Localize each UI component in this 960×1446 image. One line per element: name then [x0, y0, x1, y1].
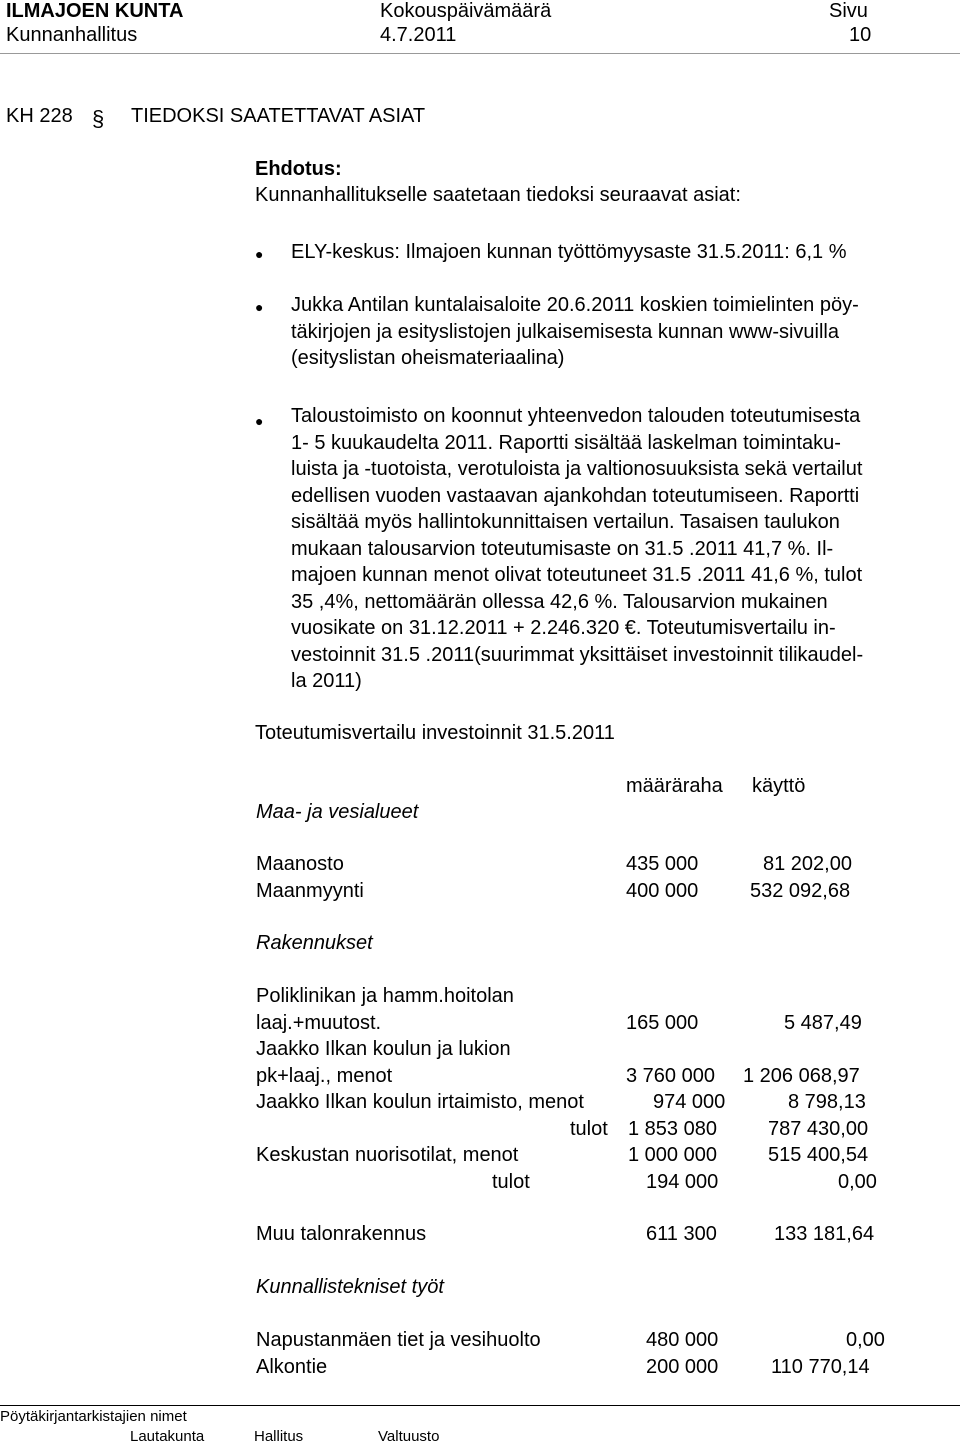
bullet-item-finance-line11: la 2011) — [291, 670, 362, 692]
column-header-usage: käyttö — [752, 775, 806, 797]
meeting-date: 4.7.2011 — [380, 24, 457, 46]
group-heading-buildings: Rakennukset — [256, 932, 373, 954]
bullet-item-finance-line8: 35 ,4%, nettomäärän ollessa 42,6 %. Talousarvion mukainen — [291, 590, 828, 613]
row-budget-maanosto: 435 000 — [626, 853, 699, 875]
column-header-budget: määräraha — [626, 775, 723, 797]
header-divider — [0, 53, 960, 54]
page-label: Sivu — [829, 0, 868, 22]
row-budget-napustanmaki: 480 000 — [646, 1329, 719, 1351]
row-usage-maanosto: 81 202,00 — [763, 853, 852, 875]
row-usage-poliklinikka: 5 487,49 — [784, 1011, 862, 1034]
bullet-item-finance-line3: luista ja -tuotoista, verotuloista ja valtionosuuksista sekä vertailut — [291, 458, 863, 480]
bullet-item-finance-line6: mukaan talousarvion toteutumisaste on 31.5 .2011 41,7 %. Il- — [291, 537, 834, 560]
row-label-nuorisotilat-menot: Keskustan nuorisotilat, menot — [256, 1144, 519, 1166]
bullet-item-finance-line9: vuosikate on 31.12.2011 + 2.246.320 €. Toteutumisvertailu in- — [291, 617, 836, 639]
bullet-item-finance-line1: Taloustoimisto on koonnut yhteenvedon talouden toteutumisesta — [291, 405, 861, 427]
row-label-napustanmaki: Napustanmäen tiet ja vesihuolto — [256, 1329, 541, 1351]
row-label-irtaimisto-tulot: tulot — [570, 1117, 608, 1140]
page-number: 10 — [849, 24, 872, 46]
row-usage-nuorisotilat-menot: 515 400,54 — [768, 1144, 869, 1166]
row-label-irtaimisto-menot: Jaakko Ilkan koulun irtaimisto, menot — [256, 1091, 584, 1113]
footer-divider — [0, 1405, 960, 1406]
row-label-maanosto: Maanosto — [256, 853, 344, 875]
row-usage-muu-talonrakennus: 133 181,64 — [774, 1223, 875, 1245]
bullet-icon: ● — [255, 299, 264, 315]
bullet-item-finance-line5: sisältää myös hallintokunnittaisen vertailun. Tasaisen taulukon — [291, 511, 840, 533]
row-usage-irtaimisto-menot: 8 798,13 — [788, 1091, 866, 1113]
row-budget-jaakko-ilkka: 3 760 000 — [626, 1064, 715, 1087]
row-label-jaakko-ilkka: pk+laaj., menot — [256, 1064, 393, 1087]
row-label-poliklinikka: laaj.+muutost. — [256, 1011, 382, 1034]
bullet-item-finance-line4: edellisen vuoden vastaavan ajankohdan toteutumiseen. Raportti — [291, 484, 860, 507]
bullet-icon: ● — [255, 413, 264, 429]
row-label-poliklinikka-line1: Poliklinikan ja hamm.hoitolan — [256, 985, 514, 1007]
bullet-icon: ● — [255, 246, 264, 262]
row-usage-alkontie: 110 770,14 — [771, 1355, 870, 1378]
bullet-item-finance-line7: majoen kunnan menot olivat toteutuneet 31.5 .2011 41,6 %, tulot — [291, 564, 863, 586]
proposal-intro: Kunnanhallitukselle saatetaan tiedoksi seuraavat asiat: — [255, 184, 741, 206]
row-budget-poliklinikka: 165 000 — [626, 1011, 699, 1034]
row-budget-irtaimisto-menot: 974 000 — [653, 1091, 726, 1113]
footer-col-council: Valtuusto — [378, 1428, 440, 1445]
row-label-alkontie: Alkontie — [256, 1355, 328, 1378]
footer-col-board: Lautakunta — [130, 1428, 205, 1445]
investment-table-title: Toteutumisvertailu investoinnit 31.5.2011 — [255, 722, 615, 744]
section-symbol: § — [92, 106, 105, 131]
footer-col-government: Hallitus — [254, 1428, 304, 1445]
row-usage-irtaimisto-tulot: 787 430,00 — [768, 1117, 869, 1140]
body-name: Kunnanhallitus — [6, 24, 138, 46]
group-heading-land: Maa- ja vesialueet — [256, 801, 419, 823]
footer-title: Pöytäkirjantarkistajien nimet — [0, 1408, 187, 1425]
bullet-item-finance-line2: 1- 5 kuukaudelta 2011. Raportti sisältää laskelman toimintaku- — [291, 431, 841, 454]
group-heading-municipal-engineering: Kunnallistekniset työt — [256, 1276, 444, 1298]
row-budget-irtaimisto-tulot: 1 853 080 — [628, 1117, 717, 1140]
bullet-item-finance-line10: vestoinnit 31.5 .2011(suurimmat yksittäiset investoinnit tilikaudel- — [291, 643, 864, 666]
row-label-muu-talonrakennus: Muu talonrakennus — [256, 1223, 427, 1245]
organization-name: ILMAJOEN KUNTA — [6, 0, 184, 22]
section-title: TIEDOKSI SAATETTAVAT ASIAT — [131, 105, 426, 127]
bullet-item-initiative-line1: Jukka Antilan kuntalaisaloite 20.6.2011 koskien toimielinten pöy- — [291, 294, 859, 316]
row-budget-muu-talonrakennus: 611 300 — [646, 1223, 717, 1245]
bullet-item-initiative-line2: täkirjojen ja esityslistojen julkaisemisesta kunnan www-sivuilla — [291, 320, 839, 343]
row-usage-jaakko-ilkka: 1 206 068,97 — [743, 1064, 860, 1087]
section-number: KH 228 — [6, 105, 73, 127]
meeting-date-label: Kokouspäivämäärä — [380, 0, 552, 22]
row-usage-napustanmaki: 0,00 — [846, 1329, 885, 1351]
row-usage-maanmyynti: 532 092,68 — [750, 879, 851, 902]
row-label-maanmyynti: Maanmyynti — [256, 879, 364, 902]
row-budget-maanmyynti: 400 000 — [626, 879, 699, 902]
proposal-heading: Ehdotus: — [255, 158, 342, 180]
row-budget-nuorisotilat-menot: 1 000 000 — [628, 1144, 717, 1166]
row-budget-alkontie: 200 000 — [646, 1355, 719, 1378]
row-usage-nuorisotilat-tulot: 0,00 — [838, 1170, 877, 1193]
row-budget-nuorisotilat-tulot: 194 000 — [646, 1170, 719, 1193]
bullet-item-initiative-line3: (esityslistan oheismateriaalina) — [291, 347, 565, 369]
row-label-nuorisotilat-tulot: tulot — [492, 1170, 530, 1193]
row-label-jaakko-ilkka-line1: Jaakko Ilkan koulun ja lukion — [256, 1038, 511, 1060]
bullet-item-unemployment: ELY-keskus: Ilmajoen kunnan työttömyysaste 31.5.2011: 6,1 % — [291, 241, 847, 263]
